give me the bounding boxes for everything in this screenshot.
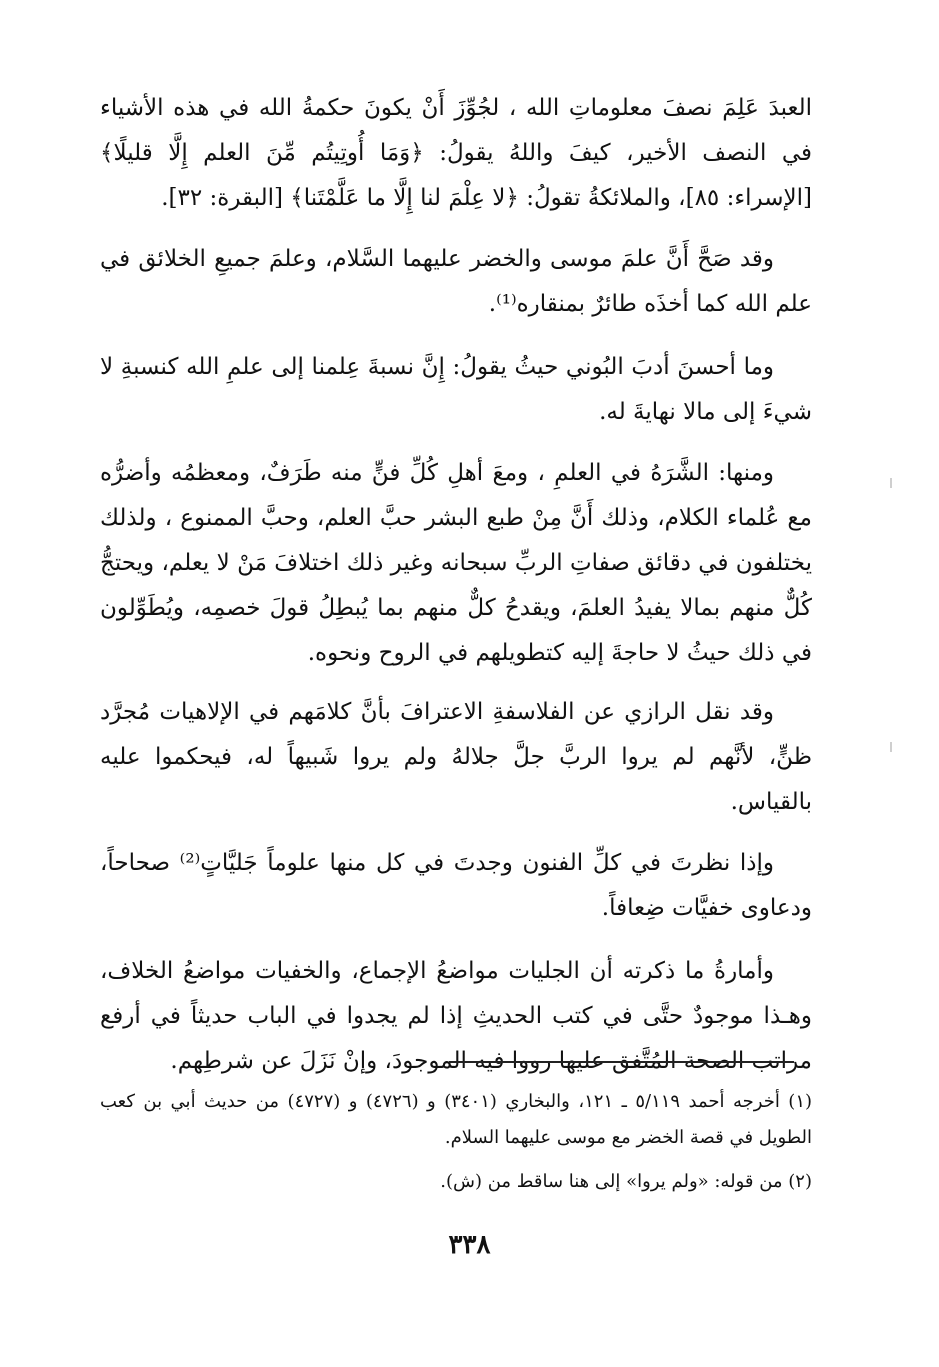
page-number: ٣٣٨ [448, 1230, 491, 1260]
main-text-body [100, 86, 812, 1084]
paragraph: العبدَ عَلِمَ نصفَ معلوماتِ الله ، لجُوِّزَ أَنْ يكونَ حكمةُ الله في هذه الأشياء في النصف الأخير، كيفَ واللهُ يقولُ: ﴿وَمَا أُوتِيتُم مِّنَ العلم إِلَّا قليلًا﴾ [الإسراء: ٨٥]، والملائكةُ تقولُ: ﴿لا عِلْمَ لنا إِلَّا ما عَلَّمْتَنا﴾ [البقرة: ٣٢]. [100, 95, 812, 211]
footnote: (٢) من قوله: «ولم يروا» إلى هنا ساقط من (ش). [440, 1171, 812, 1192]
paragraph: وما أحسنَ أدبَ البُوني حيثُ يقولُ: إِنَّ نسبةَ عِلمنا إلى علمِ الله كنسبةِ لا شيءَ إلى مالا نهايةَ له. [100, 354, 812, 425]
footnote: (١) أخرجه أحمد ٥/١١٩ ـ ١٢١، والبخاري (٣٤٠١) و (٤٧٢٦) و (٤٧٢٧) من حديث أبي بن كعب الطويل في قصة الخضر مع موسى عليهما السلام. [100, 1091, 813, 1148]
paragraph: وقد نقل الرازي عن الفلاسفةِ الاعترافَ بأنَّ كلامَهم في الإلاهيات مُجرَّد ظنٍّ، لأنَّهم لم يروا الربَّ جلَّ جلالهُ ولم يروا شَبيهاً له، فيحكموا عليه بالقياس. [100, 699, 812, 815]
paragraph: ومنها: الشَّرَهُ في العلمِ ، ومعَ أهلِ كُلِّ فنٍّ منه طَرَفٌ، ومعظمُه وأضرُّه مع عُلماء الكلام، وذلك أَنَّ مِنْ طبع البشر حبَّ العلم، وحبَّ الممنوع ، ولذلك يختلفون في دقائق صفاتِ الربِّ سبحانه وغير ذلك اختلافَ مَنْ لا يعلم، ويحتجُّ كُلٌّ منهم بمالا يفيدُ العلمَ، ويقدحُ كلٌّ منهم بما يُبطِلُ قولَ خصمِه، ويُطَوِّلون في ذلك حيثُ لا حاجةَ إليه كتطويلهم في الروح ونحوه. [100, 460, 812, 666]
paragraph: وإذا نظرتَ في كلِّ الفنون وجدتَ في كل منها علوماً جَليَّاتٍ⁽²⁾ صحاحاً، ودعاوى خفيَّات ضِعافاً. [100, 850, 812, 921]
scan-margin-mark [890, 478, 892, 488]
paragraph: وقد صَحَّ أَنَّ علمَ موسى والخضر عليهما السَّلام، وعلمَ جميعِ الخلائق في علم الله كما أخذَه طائرٌ بمنقاره⁽¹⁾. [100, 246, 812, 317]
footnotes [100, 1084, 812, 1200]
paragraph: وأمارةُ ما ذكرته أن الجليات مواضعُ الإجماع، والخفيات مواضعُ الخلاف، وهـذا موجودٌ حتَّى في كتب الحديثِ إذا لم يجدوا في الباب حديثاً في أرفع مراتب الصحة المُتَّفق عليها رووا فيه الموجودَ، وإنْ نَزَلَ عن شرطِهم. [100, 958, 812, 1074]
scan-margin-mark [890, 742, 892, 752]
footnote-separator [449, 1061, 794, 1063]
